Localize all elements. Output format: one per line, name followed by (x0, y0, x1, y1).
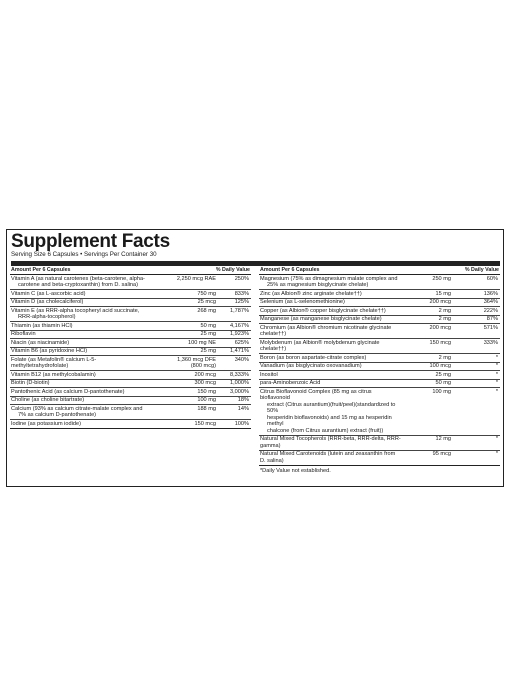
daily-value: 222% (483, 307, 498, 314)
amount-value: 50 mg (200, 322, 216, 329)
nutrient-name-line: Zinc (as Albion® zinc arginate chelate††) (260, 290, 362, 297)
nutrient-name (260, 325, 403, 338)
right-column (259, 266, 500, 477)
amount-value: 200 mcg (429, 324, 451, 331)
nutrient-name (260, 372, 403, 379)
nutrient-row (10, 307, 251, 322)
nutrient-name (260, 276, 403, 289)
daily-value: 100% (234, 420, 249, 427)
nutrient-name-line: Manganese (as manganese bisglycinate chelate) (260, 316, 382, 322)
amount-header: Amount Per 6 Capsules (11, 267, 71, 273)
supplement-facts-panel (6, 229, 504, 487)
nutrient-amount (403, 299, 454, 306)
nutrient-row (10, 405, 251, 420)
amount-value: 25 mg (200, 331, 216, 337)
nutrient-name-line: Choline (as choline bitartrate) (11, 397, 85, 403)
nutrient-name-line: Pantothenic Acid (as calcium D-pantothenate) (11, 388, 125, 395)
nutrient-name-line: Selenium (as L-selenomethionine) (260, 299, 345, 305)
nutrient-row (259, 436, 500, 451)
daily-value: * (495, 354, 498, 361)
nutrient-row (10, 322, 251, 331)
nutrient-row (259, 299, 500, 308)
nutrient-name-line: extract (Citrus aurantium)(fruit/peel)(standardized to 50% (267, 401, 396, 414)
nutrient-name-line: Chromium (as Albion® chromium nicotinate glycinate chelate††) (260, 324, 392, 337)
daily-value: * (495, 380, 498, 386)
daily-value: 3,000% (230, 388, 249, 395)
nutrient-row (10, 331, 251, 340)
amount-value: 100 mg NE (188, 339, 216, 346)
nutrient-name-line: para-Aminobenzoic Acid (260, 380, 321, 386)
serving-info: Serving Size 6 Capsules • Servings Per Container 30 (11, 251, 500, 266)
nutrient-name-line: RRR-alpha-tocopherol) (18, 314, 76, 320)
nutrient-name-line: Folate (as Metafolin® calcium L-5-methyltetrahydrofolate) (11, 356, 97, 369)
nutrient-amount (403, 308, 454, 315)
nutrient-name (11, 372, 154, 379)
nutrient-amount (154, 421, 219, 428)
nutrient-name-line: Boron (as boron aspartate-citrate complex) (260, 354, 367, 361)
nutrient-name (260, 436, 403, 449)
dv-header: % Daily Value (464, 267, 499, 273)
nutrient-amount (154, 323, 219, 330)
daily-value: 340% (234, 356, 249, 363)
daily-value: 4,167% (230, 322, 249, 329)
amount-value: 1,360 mcg DFE (177, 356, 216, 363)
daily-value: 364% (483, 299, 498, 305)
amount-value: 25 mg (200, 348, 216, 354)
nutrient-name-line: Vitamin D (as cholecalciferol) (11, 299, 84, 305)
nutrient-row (10, 388, 251, 397)
left-column (10, 266, 251, 477)
amount-value: 200 mcg (429, 299, 451, 305)
footnote: *Daily Value not established. (260, 467, 331, 474)
nutrient-amount (403, 389, 454, 435)
amount-value: 188 mg (197, 405, 216, 412)
daily-value: 87% (486, 316, 498, 322)
amount-value: 100 mcg (429, 363, 451, 369)
right-column-header (259, 266, 500, 275)
nutrient-name (260, 389, 403, 435)
amount-value: 25 mg (435, 371, 451, 378)
daily-value: * (495, 371, 498, 378)
nutrient-amount (154, 308, 219, 321)
nutrient-row (10, 299, 251, 308)
nutrient-amount (403, 380, 454, 387)
amount-value: 15 mg (435, 290, 451, 297)
amount-value: 100 mg (432, 388, 451, 395)
daily-value: 60% (486, 275, 498, 282)
nutrient-name-line: Natural Mixed Carotenoids (lutein and zeaxanthin from D. salina) (260, 451, 396, 464)
nutrient-name (11, 276, 154, 289)
nutrient-row (259, 380, 500, 389)
nutrient-name (260, 355, 403, 362)
daily-value: 14% (237, 405, 249, 412)
nutrient-row (10, 397, 251, 406)
daily-value: 136% (483, 290, 498, 297)
nutrient-name-line: Niacin (as niacinamide) (11, 339, 70, 346)
amount-value: 12 mg (435, 436, 451, 442)
amount-value: 750 mg (197, 290, 216, 297)
nutrient-amount (403, 363, 454, 370)
amount-value: 150 mcg (429, 339, 451, 346)
daily-value: 1,471% (230, 348, 249, 354)
nutrient-name (11, 299, 154, 306)
nutrient-amount (403, 436, 454, 449)
nutrient-row (10, 290, 251, 299)
left-rows (10, 275, 251, 429)
nutrient-row (10, 420, 251, 429)
nutrient-name (260, 299, 403, 306)
amount-value: 268 mg (197, 307, 216, 314)
left-column-header (10, 266, 251, 275)
nutrient-name (260, 308, 403, 315)
nutrient-name-line: Vitamin B6 (as pyridoxine HCl) (11, 348, 88, 354)
nutrient-amount (154, 357, 219, 370)
nutrient-row (259, 339, 500, 354)
nutrient-name-line: Citrus Bioflavonoid Complex (85 mg as citrus bioflavonoid (260, 388, 372, 401)
nutrient-name-line: 25% as magnesium bisglycinate chelate) (267, 282, 369, 288)
nutrient-amount (403, 276, 454, 289)
nutrient-name (11, 323, 154, 330)
nutrient-name (11, 331, 154, 338)
nutrient-row (10, 356, 251, 371)
daily-value: 1,000% (230, 380, 249, 386)
daily-value: 8,333% (230, 371, 249, 378)
nutrient-name (11, 308, 154, 321)
nutrient-name-line: hesperidin bioflavonoids) and 15 mg as hesperidin methyl (267, 414, 392, 427)
daily-value: 1,787% (230, 307, 249, 314)
nutrient-row (259, 290, 500, 299)
amount-value: 2 mg (438, 354, 451, 361)
nutrient-row (259, 324, 500, 339)
nutrient-name-line: Vitamin A (as natural carotenes (beta-carotene, alpha- (11, 275, 145, 282)
nutrient-name (11, 348, 154, 355)
amount-value: 25 mcg (197, 299, 216, 305)
daily-value: 125% (234, 299, 249, 305)
nutrient-name-line: Iodine (as potassium iodide) (11, 420, 81, 427)
daily-value: * (495, 363, 498, 369)
daily-value: 18% (237, 397, 249, 403)
nutrient-row (10, 275, 251, 290)
nutrient-amount (154, 348, 219, 355)
nutrient-row (10, 348, 251, 357)
nutrient-row (259, 388, 500, 436)
daily-value: 571% (483, 324, 498, 331)
nutrient-amount (154, 299, 219, 306)
nutrient-amount (403, 355, 454, 362)
nutrient-name (11, 380, 154, 387)
amount-secondary: (800 mcg) (190, 363, 216, 369)
nutrient-name (11, 357, 154, 370)
nutrient-row (259, 451, 500, 466)
nutrient-name-line: Copper (as Albion® copper bisglycinate chelate††) (260, 307, 386, 314)
nutrient-amount (154, 406, 219, 419)
nutrient-name (260, 363, 403, 370)
nutrient-row (259, 371, 500, 380)
nutrient-amount (154, 291, 219, 298)
nutrient-row (10, 380, 251, 389)
nutrient-name (11, 397, 154, 404)
nutrient-name (11, 389, 154, 396)
columns (10, 266, 500, 477)
nutrient-name-line: Vitamin C (as L-ascorbic acid) (11, 290, 86, 297)
amount-header: Amount Per 6 Capsules (260, 267, 320, 273)
dv-header: % Daily Value (215, 267, 250, 273)
nutrient-name (260, 380, 403, 387)
amount-value: 2 mg (438, 307, 451, 314)
nutrient-amount (154, 389, 219, 396)
panel-title: Supplement Facts (11, 231, 170, 252)
nutrient-amount (403, 372, 454, 379)
nutrient-amount (403, 291, 454, 298)
nutrient-amount (154, 380, 219, 387)
daily-value: * (495, 436, 498, 442)
nutrient-name (260, 316, 403, 323)
nutrient-amount (154, 331, 219, 338)
nutrient-name (11, 421, 154, 428)
nutrient-name-line: 7% as calcium D-pantothenate) (18, 412, 97, 418)
amount-value: 2,250 mcg RAE (176, 275, 216, 282)
nutrient-row (259, 275, 500, 290)
daily-value: 1,923% (230, 331, 249, 337)
nutrient-name-line: carotene and beta-cryptoxanthin) from D. salina) (18, 282, 139, 288)
amount-value: 2 mg (438, 316, 451, 322)
nutrient-name-line: Molybdenum (as Albion® molybdenum glycinate chelate††) (260, 339, 380, 352)
nutrient-name (11, 406, 154, 419)
nutrient-amount (154, 340, 219, 347)
nutrient-name-line: Inositol (260, 371, 278, 378)
nutrient-name-line: Vitamin E (as RRR-alpha tocopheryl acid succinate, (11, 307, 140, 314)
nutrient-name-line: Calcium (93% as calcium citrate-malate complex and (11, 405, 143, 412)
nutrient-row (10, 371, 251, 380)
nutrient-name (260, 291, 403, 298)
amount-value: 250 mg (432, 275, 451, 282)
amount-value: 150 mcg (194, 420, 216, 427)
daily-value: 833% (234, 290, 249, 297)
amount-value: 95 mcg (432, 451, 451, 457)
daily-value: 625% (234, 339, 249, 346)
nutrient-name-line: Thiamin (as thiamin HCl) (11, 322, 73, 329)
right-rows (259, 275, 500, 466)
daily-value: 333% (483, 339, 498, 346)
amount-value: 200 mcg (194, 371, 216, 378)
nutrient-name (260, 340, 403, 353)
nutrient-name-line: Magnesium (75% as dimagnesium malate complex and (260, 275, 398, 282)
daily-value: * (495, 451, 498, 457)
nutrient-row (259, 307, 500, 316)
nutrient-row (259, 363, 500, 372)
nutrient-amount (403, 340, 454, 353)
nutrient-row (259, 316, 500, 325)
nutrient-name-line: Riboflavin (11, 331, 36, 337)
nutrient-name-line: Natural Mixed Tocopherols (RRR-beta, RRR-delta, RRR-gamma) (260, 436, 401, 449)
nutrient-name (260, 451, 403, 464)
nutrient-name-line: Vanadium (as bisglycinato oxovanadium) (260, 363, 362, 369)
nutrient-amount (403, 316, 454, 323)
nutrient-amount (154, 372, 219, 379)
nutrient-name (11, 340, 154, 347)
amount-value: 150 mg (197, 388, 216, 395)
nutrient-row (10, 339, 251, 348)
nutrient-name (11, 291, 154, 298)
amount-value: 300 mcg (194, 380, 216, 386)
nutrient-amount (154, 276, 219, 289)
nutrient-row (259, 354, 500, 363)
nutrient-name-line: Vitamin B12 (as methylcobalamin) (11, 371, 96, 378)
nutrient-name-line: Biotin (D-biotin) (11, 380, 50, 386)
nutrient-amount (154, 397, 219, 404)
amount-value: 100 mg (197, 397, 216, 403)
amount-value: 50 mg (435, 380, 451, 386)
nutrient-amount (403, 451, 454, 464)
nutrient-name-line: chalcone (from Citrus aurantium) extract (fruit)) (267, 427, 384, 434)
nutrient-amount (403, 325, 454, 338)
daily-value: * (495, 388, 498, 395)
daily-value: 250% (234, 275, 249, 282)
